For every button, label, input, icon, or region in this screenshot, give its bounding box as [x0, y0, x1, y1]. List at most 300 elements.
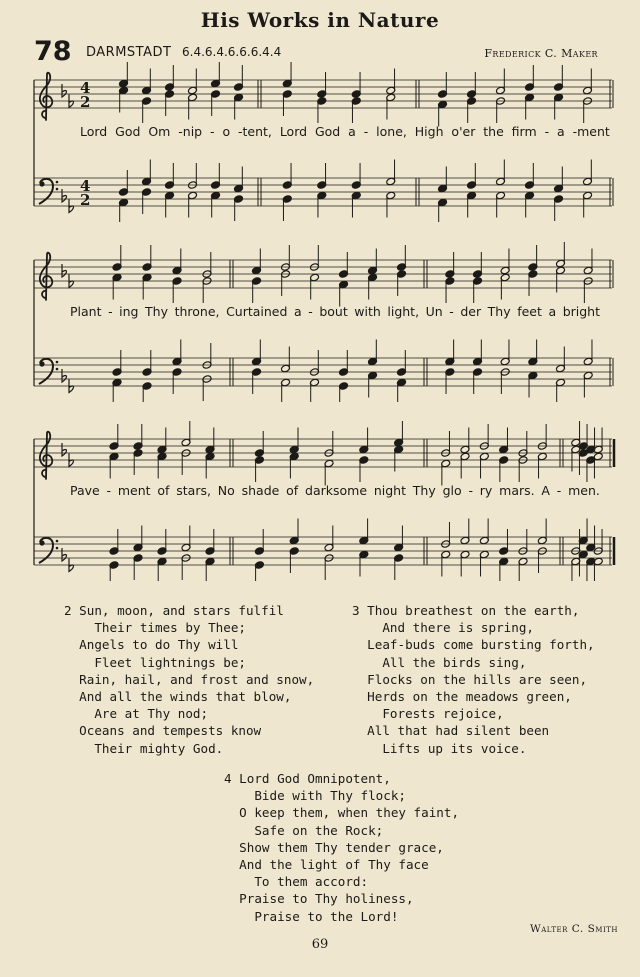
verse-prefix	[224, 874, 254, 889]
bass-clef-dot	[56, 547, 59, 550]
verse-prefix	[224, 788, 254, 803]
bass-note	[339, 382, 349, 402]
verse-line	[224, 856, 459, 873]
bass-note	[359, 550, 369, 576]
soprano-note	[467, 72, 477, 98]
lyric-syllable: -	[449, 304, 454, 319]
alto-note	[500, 273, 510, 299]
time-signature-bottom: 2	[80, 93, 91, 111]
alto-note	[211, 90, 221, 116]
verse-line	[64, 602, 314, 619]
bass-note	[467, 191, 477, 217]
alto-note	[188, 93, 198, 119]
verse-text: Lifts up its voice.	[382, 740, 527, 756]
lyric-syllable: a	[348, 124, 356, 139]
alto-note	[460, 452, 470, 478]
verse-prefix	[64, 741, 94, 756]
soprano-note	[571, 421, 581, 447]
lyric-syllable: ment	[117, 483, 151, 498]
verse-prefix	[352, 620, 382, 635]
lyric-syllable: ry	[479, 483, 493, 498]
verse-prefix	[64, 723, 79, 738]
verse-prefix	[64, 706, 94, 721]
verse-line	[224, 822, 459, 839]
alto-note	[142, 273, 152, 299]
bass-note	[211, 191, 221, 217]
bass-note	[583, 191, 593, 217]
verse-text: And all the winds that blow,	[79, 689, 292, 705]
alto-note	[528, 270, 538, 296]
verse-prefix	[224, 891, 239, 906]
lyric-syllable: o'er	[451, 124, 476, 139]
tenor-note	[112, 350, 122, 376]
lyric-syllable: Un	[425, 304, 443, 319]
soprano-note	[205, 428, 215, 454]
verse-text: And the light of Thy face	[239, 857, 429, 873]
bass-note	[499, 557, 509, 581]
alto-note	[556, 266, 566, 292]
soprano-note	[460, 428, 470, 454]
verse-line	[224, 770, 459, 787]
verse-line	[352, 671, 595, 688]
soprano-note	[496, 69, 506, 95]
hymn-title: His Works in Nature	[200, 8, 440, 32]
verse-prefix	[224, 857, 239, 872]
verse-text: Herds on the meadows green,	[367, 689, 572, 705]
soprano-note	[368, 249, 378, 275]
meter: 6.4.6.4.6.6.6.4.4	[182, 45, 282, 59]
verse-prefix	[64, 655, 94, 670]
verse-prefix	[352, 741, 382, 756]
tenor-note	[234, 167, 244, 193]
alto-note	[525, 93, 535, 119]
verse-prefix	[64, 672, 79, 687]
soprano-note	[254, 431, 264, 457]
soprano-note	[109, 424, 119, 450]
soprano-note	[394, 421, 404, 447]
tenor-note	[211, 163, 221, 189]
alto-note	[368, 273, 378, 299]
bass-note	[109, 561, 119, 581]
flat-sign-icon	[62, 369, 67, 382]
bass-note	[351, 191, 361, 217]
bass-note	[112, 378, 122, 402]
soprano-note	[473, 252, 483, 278]
tenor-note	[339, 350, 349, 376]
lyric-syllable: Pave	[70, 483, 100, 498]
verse-text: Their times by Thee;	[94, 620, 246, 636]
verse-line	[352, 602, 595, 619]
tenor-note	[142, 160, 152, 186]
verse-line	[64, 740, 314, 757]
tenor-note	[351, 163, 361, 189]
verse-prefix	[224, 909, 254, 924]
tenor-note	[254, 529, 264, 555]
alto-note	[479, 452, 489, 478]
lyric-syllable: Lord	[80, 124, 108, 139]
lyric-syllable: -ment	[572, 124, 610, 139]
verse-line	[64, 722, 314, 739]
verse-text: Praise to the Lord!	[254, 908, 399, 924]
tenor-note	[537, 519, 547, 545]
tenor-note	[181, 526, 191, 552]
verse-text: Lord God Omnipotent,	[239, 771, 391, 786]
bass-clef-dot	[39, 361, 44, 366]
lyric-syllable: Om	[148, 124, 171, 139]
lyric-syllable: Thy	[412, 483, 436, 498]
page-number: 69	[311, 937, 329, 952]
bass-note	[593, 557, 603, 581]
verse-text: Rain, hail, and frost and snow,	[79, 671, 315, 687]
verse-prefix	[352, 672, 367, 687]
lyric-syllable: Plant	[70, 304, 102, 319]
bass-note	[496, 191, 506, 217]
verse-text: Leaf-buds come bursting forth,	[367, 637, 595, 653]
lyric-syllable: High	[414, 124, 444, 139]
bass-note	[556, 378, 566, 402]
verse-text: Sun, moon, and stars fulfil	[79, 603, 284, 618]
verse-line	[352, 688, 595, 705]
tenor-note	[252, 340, 262, 366]
lyric-syllable: -	[106, 483, 112, 498]
verse-line	[64, 636, 314, 653]
bass-note	[473, 368, 483, 394]
alto-note	[165, 90, 175, 116]
tenor-note	[289, 519, 299, 545]
lyric-syllable: -	[556, 483, 562, 498]
verse-text: Flocks on the hills are seen,	[367, 671, 588, 687]
tenor-note	[438, 167, 448, 193]
composer: Frederick C. Maker	[484, 47, 598, 60]
bass-note	[282, 195, 292, 221]
verse-line	[224, 787, 459, 804]
verse-text: Oceans and tempests know	[79, 723, 262, 739]
lyric-syllable: -tent,	[238, 124, 272, 139]
bass-note	[583, 371, 593, 397]
lyric-syllable: glo	[442, 483, 462, 498]
soprano-note	[112, 245, 122, 271]
alto-note	[537, 452, 547, 478]
lyric-syllable: -	[108, 304, 113, 319]
lyric-syllable: o	[222, 124, 231, 139]
soprano-note	[445, 252, 455, 278]
verse-text: And there is spring,	[382, 620, 534, 636]
hymn-number: 78	[34, 36, 72, 67]
verse-prefix	[224, 840, 239, 855]
alto-note	[441, 459, 451, 485]
bass-note	[441, 550, 451, 576]
lyric-syllable: Curtained	[226, 304, 288, 319]
alto-note	[351, 97, 361, 123]
alto-note	[554, 93, 564, 119]
verse-line	[224, 839, 459, 856]
bass-note	[368, 371, 378, 397]
alto-note	[172, 277, 182, 303]
alto-note	[142, 97, 152, 123]
alto-note	[445, 277, 455, 303]
alto-note	[133, 449, 143, 475]
score-svg	[32, 242, 622, 402]
verse-line	[224, 890, 459, 907]
soprano-note	[317, 72, 327, 98]
alto-note	[310, 273, 320, 299]
verse-text: Are at Thy nod;	[94, 706, 209, 722]
lyric-syllable: a	[556, 124, 565, 139]
bass-note	[281, 378, 291, 402]
tenor-note	[500, 340, 510, 366]
verse-prefix	[224, 823, 254, 838]
alto-note	[317, 97, 327, 123]
verse-line	[64, 671, 314, 688]
soprano-note	[525, 65, 535, 91]
soprano-note	[172, 249, 182, 275]
soprano-note	[142, 69, 152, 95]
soprano-note	[133, 424, 143, 450]
alto-note	[438, 100, 448, 126]
bass-note	[554, 195, 564, 221]
alto-note	[593, 452, 603, 478]
tenor-note	[324, 526, 334, 552]
bass-clef-dot	[56, 361, 59, 364]
lyric-line	[80, 124, 610, 139]
lyric-syllable: mars.	[499, 483, 535, 498]
verse-line	[352, 654, 595, 671]
tenor-note	[528, 340, 538, 366]
alto-note	[467, 97, 477, 123]
tenor-note	[368, 340, 378, 366]
lyric-syllable: a	[294, 304, 302, 319]
verse-prefix	[352, 706, 382, 721]
soprano-note	[397, 245, 407, 271]
flat-sign-icon	[62, 264, 67, 277]
bass-note	[188, 191, 198, 217]
verse-4	[224, 770, 459, 925]
alto-note	[394, 445, 404, 471]
verse-line	[352, 740, 595, 757]
soprano-note	[339, 252, 349, 278]
bass-clef-dot	[56, 540, 59, 543]
alto-note	[339, 280, 349, 306]
tenor-note	[556, 347, 566, 373]
alto-note	[119, 86, 129, 112]
lyric-syllable: -	[308, 304, 313, 319]
bass-note	[142, 382, 152, 402]
soprano-note	[142, 245, 152, 271]
verse-3	[352, 602, 595, 757]
tenor-note	[473, 340, 483, 366]
verse-line	[64, 688, 314, 705]
flat-sign-icon	[62, 548, 67, 561]
tenor-note	[386, 160, 396, 186]
soprano-note	[211, 62, 221, 88]
lyric-syllable: throne,	[174, 304, 220, 319]
bass-note	[460, 550, 470, 576]
soprano-note	[528, 245, 538, 271]
soprano-note	[181, 421, 191, 447]
lyric-syllable: feet	[517, 304, 542, 319]
lyric-syllable: lone,	[376, 124, 407, 139]
bass-clef-dot	[39, 540, 44, 545]
soprano-note	[282, 62, 292, 88]
lyric-syllable: of	[286, 483, 299, 498]
alto-note	[499, 456, 509, 482]
tenor-note	[133, 526, 143, 552]
verse-prefix	[64, 620, 94, 635]
verse-text: Their mighty God.	[94, 740, 224, 756]
lyric-syllable: bright	[562, 304, 600, 319]
lyric-syllable: with	[354, 304, 381, 319]
verse-text: To them accord:	[254, 874, 369, 890]
tune-name: DARMSTADT	[86, 45, 172, 60]
soprano-note	[386, 69, 396, 95]
alto-note	[205, 452, 215, 478]
music-system-3	[32, 421, 622, 581]
score-svg	[32, 62, 622, 222]
tenor-note	[479, 519, 489, 545]
lyric-syllable: night	[373, 483, 406, 498]
tenor-note	[583, 160, 593, 186]
lyric-syllable: -nip	[178, 124, 203, 139]
soprano-note	[165, 65, 175, 91]
verse-text: Safe on the Rock;	[254, 822, 384, 838]
verse-2	[64, 602, 314, 757]
tenor-note	[554, 167, 564, 193]
verse-prefix	[352, 723, 367, 738]
tenor-note	[499, 529, 509, 555]
verse-line	[352, 722, 595, 739]
tenor-note	[109, 529, 119, 555]
tenor-note	[467, 163, 477, 189]
tenor-note	[142, 350, 152, 376]
tenor-note	[397, 350, 407, 376]
verse-prefix	[352, 689, 367, 704]
lyric-syllable: -	[363, 124, 369, 139]
bass-clef-dot	[56, 181, 59, 184]
soprano-note	[583, 249, 593, 275]
alto-note	[386, 93, 396, 119]
alto-note	[359, 456, 369, 482]
bass-clef-icon	[39, 538, 58, 563]
bass-note	[252, 368, 262, 394]
lyric-syllable: Thy	[487, 304, 511, 319]
lyric-syllable: No	[217, 483, 235, 498]
bass-clef-dot	[56, 188, 59, 191]
tenor-note	[172, 340, 182, 366]
tenor-note	[394, 526, 404, 552]
bass-note	[119, 198, 129, 222]
lyric-syllable: light,	[387, 304, 420, 319]
tenor-note	[165, 163, 175, 189]
lyric-syllable: -	[544, 124, 550, 139]
bass-note	[289, 547, 299, 573]
lyric-syllable: -	[468, 483, 473, 498]
time-signature-top: 4	[80, 79, 91, 97]
tenor-note	[525, 163, 535, 189]
lyric-syllable: men.	[568, 483, 600, 498]
bass-note	[525, 191, 535, 217]
verse-line	[64, 705, 314, 722]
lyric-syllable: shade	[241, 483, 280, 498]
alto-note	[324, 459, 334, 485]
lyric-syllable: God	[115, 124, 141, 139]
verse-text: O keep them, when they faint,	[239, 805, 460, 821]
flat-sign-icon	[62, 189, 67, 202]
alto-note	[254, 456, 264, 482]
alto-note	[289, 452, 299, 478]
score-svg	[32, 421, 622, 581]
lyric-syllable: A	[541, 483, 550, 498]
flat-sign-icon	[62, 84, 67, 97]
soprano-note	[157, 428, 167, 454]
verse-text: All the birds sing,	[382, 654, 527, 670]
bass-note	[133, 554, 143, 580]
bass-note	[518, 557, 528, 581]
tenor-note	[496, 160, 506, 186]
tenor-note	[583, 340, 593, 366]
soprano-note	[252, 249, 262, 275]
verse-prefix	[224, 805, 239, 820]
verse-text: Praise to Thy holiness,	[239, 891, 414, 907]
time-signature-bottom: 2	[80, 191, 91, 209]
soprano-note	[289, 428, 299, 454]
alto-note	[157, 452, 167, 478]
alto-note	[282, 90, 292, 116]
bass-note	[310, 378, 320, 402]
lyric-syllable: God	[314, 124, 341, 139]
music-system-2	[32, 242, 622, 402]
tenor-note	[460, 519, 470, 545]
verse-text: Fleet lightnings be;	[94, 654, 246, 670]
lyric-syllable: Lord	[279, 124, 308, 139]
soprano-note	[188, 69, 198, 95]
lyric-syllable: Thy	[145, 304, 169, 319]
bass-note	[234, 195, 244, 221]
verse-line	[352, 705, 595, 722]
author: Walter C. Smith	[529, 923, 618, 935]
tenor-note	[119, 170, 129, 196]
bass-clef-dot	[39, 181, 44, 186]
verse-text: All that had silent been	[367, 723, 550, 739]
verse-prefix: 4	[224, 771, 240, 786]
bass-note	[386, 191, 396, 217]
bass-note	[394, 554, 404, 580]
bass-clef-icon	[39, 359, 58, 384]
verse-text: Thou breathest on the earth,	[367, 603, 580, 618]
bass-note	[479, 550, 489, 576]
verse-line	[64, 619, 314, 636]
verse-line	[224, 804, 459, 821]
verse-line	[224, 908, 459, 925]
soprano-note	[438, 72, 448, 98]
bass-note	[317, 191, 327, 217]
flat-sign-icon	[62, 443, 67, 456]
lyric-syllable: stars,	[176, 483, 211, 498]
verse-text: Show them Thy tender grace,	[239, 839, 444, 855]
soprano-note	[351, 72, 361, 98]
alto-note	[234, 93, 244, 119]
alto-note	[112, 273, 122, 299]
lyric-syllable: a	[548, 304, 557, 319]
soprano-note	[554, 65, 564, 91]
verse-line	[224, 873, 459, 890]
tenor-note	[157, 529, 167, 555]
bass-note	[445, 368, 455, 394]
verse-prefix	[64, 637, 79, 652]
verse-text: Forests rejoice,	[382, 706, 504, 722]
soprano-note	[234, 65, 244, 91]
bass-note	[142, 188, 152, 214]
bass-note	[528, 371, 538, 397]
